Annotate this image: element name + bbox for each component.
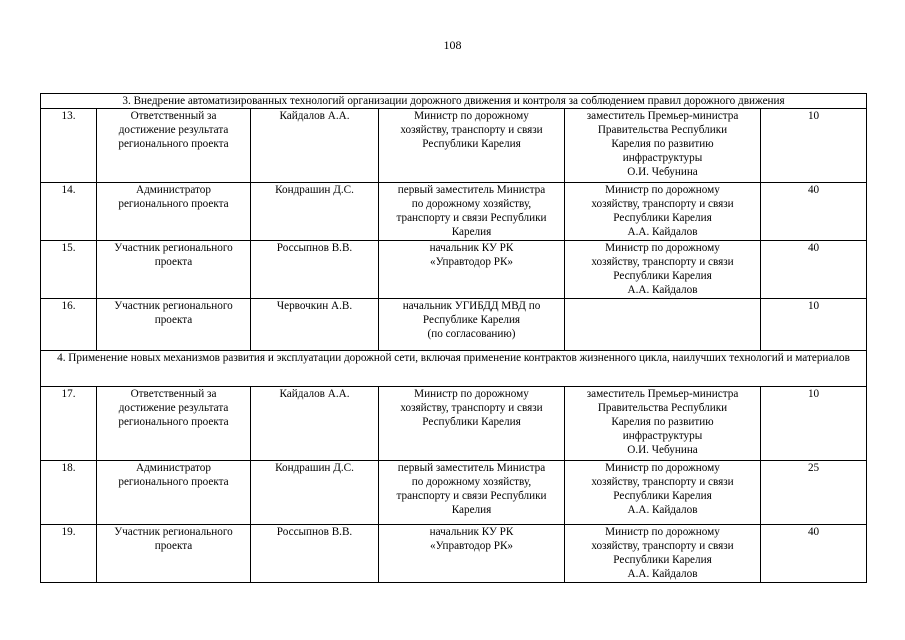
table-body [41,94,867,583]
position-cell-line: по дорожному хозяйству, [411,198,532,210]
supervisor-cell-line: Министр по дорожному [605,526,720,538]
supervisor-cell-line: О.И. Чебунина [627,166,698,178]
role-cell-line: Участник регионального [114,300,233,312]
role-cell-line: Администратор [135,462,211,474]
name-cell: Кайдалов А.А. [251,387,379,461]
role-cell-line: достижение результата [118,124,229,136]
position-cell-line: «Управтодор РК» [429,540,514,552]
table-row [41,183,867,241]
value-cell: 40 [761,525,867,583]
supervisor-cell-line: Карелия по развитию [611,138,714,150]
value-cell: 25 [761,461,867,525]
supervisor-cell-line: А.А. Кайдалов [627,226,698,238]
role-cell [97,183,251,241]
page-number: 108 [443,38,462,52]
row-number: 14. [41,183,97,241]
position-cell-line: Министр по дорожному [414,110,529,122]
name-cell: Кондрашин Д.С. [251,183,379,241]
name-cell: Кайдалов А.А. [251,109,379,183]
supervisor-cell-line: О.И. Чебунина [627,444,698,456]
value-cell: 10 [761,387,867,461]
name-cell: Россыпнов В.В. [251,241,379,299]
position-cell-line: Карелия [451,504,492,516]
supervisor-cell-line: Министр по дорожному [605,242,720,254]
table-row [41,387,867,461]
supervisor-cell-line: Министр по дорожному [605,184,720,196]
role-cell-line: Ответственный за [130,110,217,122]
role-cell-line: проекта [154,314,193,326]
position-cell [379,299,565,351]
role-cell [97,241,251,299]
name-cell: Кондрашин Д.С. [251,461,379,525]
supervisor-cell [565,461,761,525]
row-number: 19. [41,525,97,583]
position-cell-line: Республике Карелия [422,314,521,326]
position-cell [379,109,565,183]
position-cell-line: хозяйству, транспорту и связи [400,124,543,136]
role-cell-line: регионального проекта [118,416,229,428]
position-cell-line: Министр по дорожному [414,388,529,400]
value-cell: 10 [761,299,867,351]
section-title: 4. Применение новых механизмов развития и эксплуатации дорожной сети, включая применение контрактов жизненного цикла, наилучших технологий и материалов [41,351,867,387]
position-cell [379,387,565,461]
supervisor-cell-line: Правительства Республики [597,402,728,414]
row-number: 17. [41,387,97,461]
supervisor-cell-line: хозяйству, транспорту и связи [591,476,734,488]
position-cell-line: начальник КУ РК [429,242,514,254]
supervisor-cell [565,299,761,351]
supervisor-cell-line: Министр по дорожному [605,462,720,474]
supervisor-cell [565,109,761,183]
supervisor-cell-line: А.А. Кайдалов [627,284,698,296]
supervisor-cell-line: А.А. Кайдалов [627,568,698,580]
position-cell-line: «Управтодор РК» [429,256,514,268]
supervisor-cell-line: Республики Карелия [613,554,712,566]
position-cell [379,241,565,299]
table-row [41,525,867,583]
supervisor-cell-line: заместитель Премьер-министра [586,110,739,122]
position-cell-line: Республики Карелия [422,138,521,150]
position-cell-line: начальник УГИБДД МВД по [402,300,541,312]
table-row [41,461,867,525]
supervisor-cell-line: хозяйству, транспорту и связи [591,198,734,210]
supervisor-cell-line: хозяйству, транспорту и связи [591,540,734,552]
role-cell [97,299,251,351]
row-number: 15. [41,241,97,299]
responsibility-table [40,93,867,583]
section-header-row [41,351,867,387]
position-cell [379,183,565,241]
value-cell: 10 [761,109,867,183]
position-cell-line: Республики Карелия [422,416,521,428]
table-row [41,241,867,299]
section-title: 3. Внедрение автоматизированных технологий организации дорожного движения и контроля за соблюдением правил дорожного движения [41,94,867,109]
position-cell-line: первый заместитель Министра [397,184,546,196]
name-cell: Россыпнов В.В. [251,525,379,583]
role-cell-line: Администратор [135,184,211,196]
role-cell [97,461,251,525]
supervisor-cell [565,183,761,241]
role-cell-line: регионального проекта [118,476,229,488]
position-cell-line: по дорожному хозяйству, [411,476,532,488]
table-row [41,299,867,351]
position-cell-line: транспорту и связи Республики [396,490,547,502]
role-cell [97,387,251,461]
role-cell-line: Участник регионального [114,242,233,254]
supervisor-cell-line: инфраструктуры [622,430,703,442]
position-cell-line: Карелия [451,226,492,238]
table-row [41,109,867,183]
supervisor-cell [565,525,761,583]
position-cell-line: транспорту и связи Республики [396,212,547,224]
position-cell-line: первый заместитель Министра [397,462,546,474]
supervisor-cell-line: Республики Карелия [613,270,712,282]
supervisor-cell-line: А.А. Кайдалов [627,504,698,516]
role-cell-line: регионального проекта [118,138,229,150]
supervisor-cell [565,387,761,461]
supervisor-cell-line: хозяйству, транспорту и связи [591,256,734,268]
section-header-row [41,94,867,109]
value-cell: 40 [761,241,867,299]
value-cell: 40 [761,183,867,241]
supervisor-cell-line: Республики Карелия [613,212,712,224]
supervisor-cell-line: Карелия по развитию [611,416,714,428]
supervisor-cell-line: Республики Карелия [613,490,712,502]
supervisor-cell-line: инфраструктуры [622,152,703,164]
supervisor-cell [565,241,761,299]
role-cell [97,525,251,583]
row-number: 13. [41,109,97,183]
row-number: 18. [41,461,97,525]
supervisor-cell-line: Правительства Республики [597,124,728,136]
role-cell-line: Участник регионального [114,526,233,538]
role-cell-line: регионального проекта [118,198,229,210]
position-cell-line: хозяйству, транспорту и связи [400,402,543,414]
role-cell-line: достижение результата [118,402,229,414]
row-number: 16. [41,299,97,351]
name-cell: Червочкин А.В. [251,299,379,351]
position-cell-line: (по согласованию) [427,328,516,340]
role-cell-line: Ответственный за [130,388,217,400]
position-cell-line: начальник КУ РК [429,526,514,538]
position-cell [379,525,565,583]
position-cell [379,461,565,525]
role-cell-line: проекта [154,256,193,268]
role-cell-line: проекта [154,540,193,552]
supervisor-cell-line: заместитель Премьер-министра [586,388,739,400]
role-cell [97,109,251,183]
